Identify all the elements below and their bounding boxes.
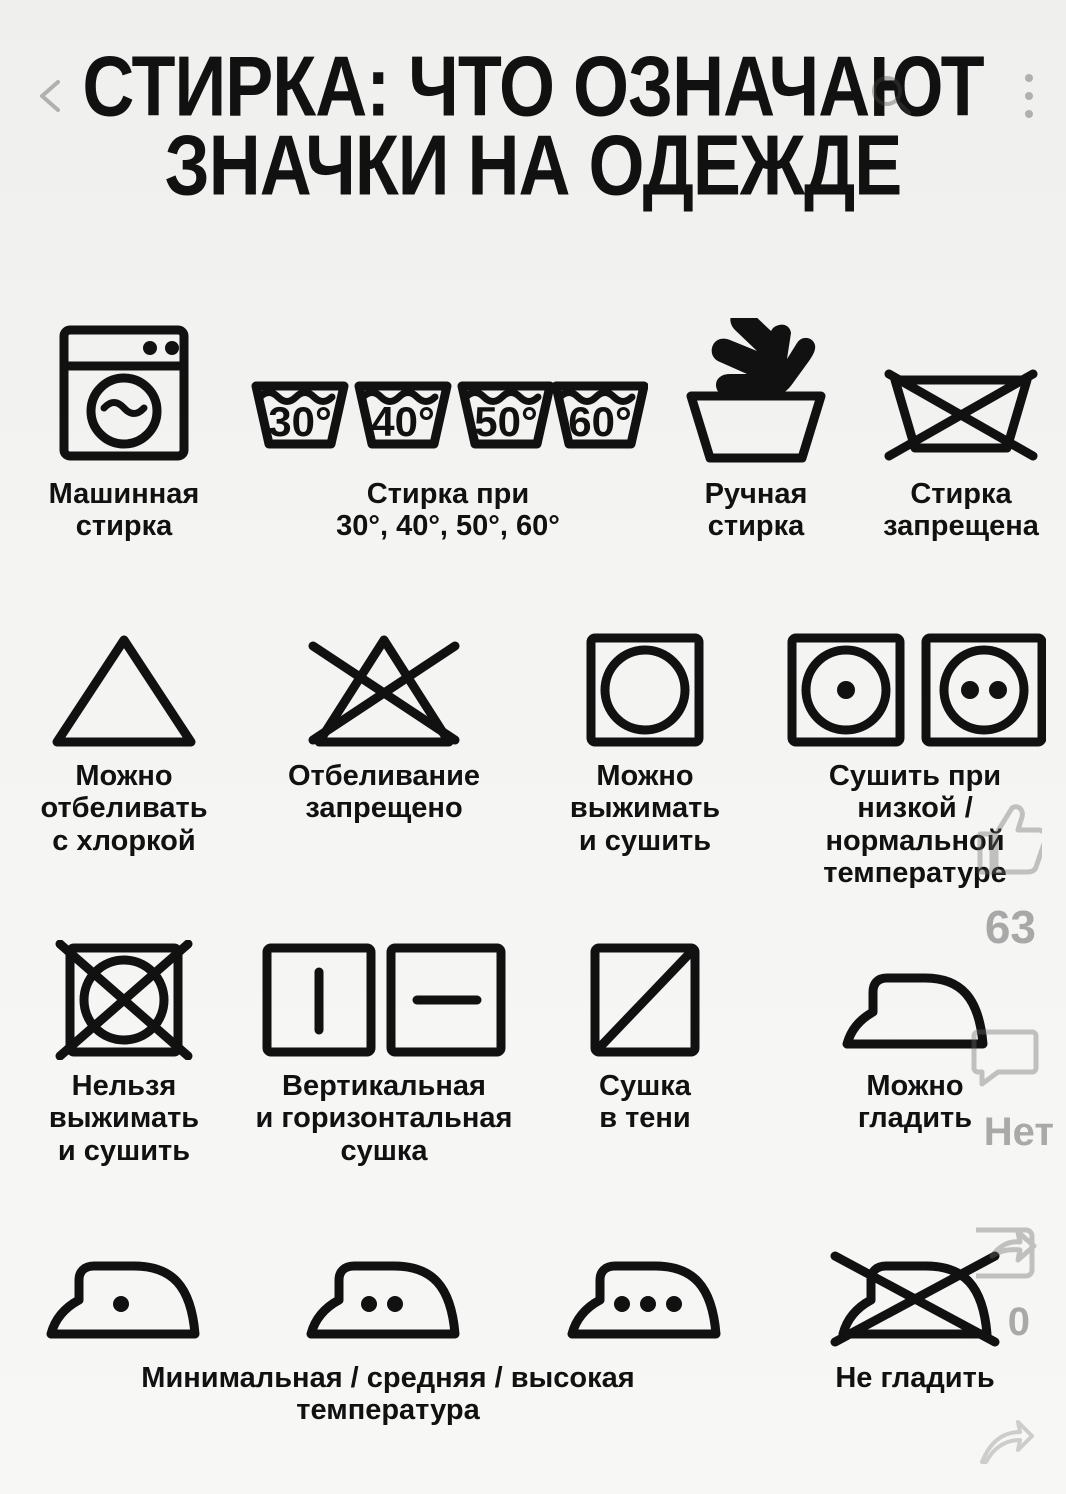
svg-text:50°: 50° [474,398,538,445]
share-icon[interactable] [970,1216,1040,1286]
like-count: 63 [984,901,1036,953]
symbol-item-line-drip-dry [248,940,520,1167]
forward-arrow-icon[interactable] [976,1418,1036,1472]
symbol-item-bleach-allowed [0,630,248,890]
share-count: 0 [1007,1300,1030,1344]
app-top-bar [0,0,1066,34]
symbol-row-1 [0,318,1066,543]
iron-two-dots-icon [291,1238,477,1348]
symbol-caption: Сушить при низкой / нормальной температуре [823,760,1007,890]
dry-in-shade-icon [587,940,703,1060]
symbol-item-do-not-wash [856,318,1066,543]
do-not-bleach-icon [299,630,469,750]
symbol-caption: Можно выжимать и сушить [569,760,721,857]
like-icon[interactable] [972,800,1042,880]
iron-temperature-caption: Минимальная / средняя / высокая температура [141,1362,635,1427]
bleach-allowed-triangle-icon [49,630,199,750]
back-arrow-icon[interactable] [28,72,76,120]
symbol-item-dry-in-shade [520,940,770,1167]
do-not-tumble-dry-icon [50,940,198,1060]
hand-wash-icon [681,318,831,468]
symbol-caption: Машинная стирка [48,478,200,543]
symbol-item-wash-temperatures [240,318,656,543]
symbol-caption: Не гладить [835,1362,995,1394]
svg-text:40°: 40° [371,398,435,445]
comment-label: Нет [983,1110,1054,1154]
symbol-caption: Можно отбеливать с хлоркой [40,760,208,857]
tumble-dry-low-normal-icon [784,630,1046,750]
svg-text:30°: 30° [268,398,332,445]
symbol-item-machine-wash [8,318,240,543]
symbol-row-3 [0,940,1066,1167]
symbol-caption: Отбеливание запрещено [287,760,481,825]
symbol-item-do-not-tumble-dry [0,940,248,1167]
symbol-caption: Нельзя выжимать и сушить [48,1070,200,1167]
symbol-item-do-not-bleach [248,630,520,890]
iron-three-dots-icon [552,1238,738,1348]
do-not-wash-icon [881,318,1041,468]
more-options-icon[interactable] [1020,70,1038,122]
symbol-caption: Сушка в тени [599,1070,691,1135]
symbol-caption: Стирка запрещена [883,478,1039,543]
symbol-caption: Можно гладить [857,1070,973,1135]
svg-text:60°: 60° [568,398,632,445]
title-line-1: СТИРКА: ЧТО ОЗНАЧАЮТ [82,39,984,135]
search-icon[interactable] [866,70,916,120]
symbol-caption: Ручная стирка [704,478,808,543]
iron-one-dot-icon [31,1238,217,1348]
line-dry-drip-dry-icon [261,940,507,1060]
symbol-row-2 [0,630,1066,890]
tumble-dry-allowed-icon [583,630,707,750]
washing-machine-icon [56,318,192,468]
symbol-item-hand-wash [656,318,856,543]
comment-icon[interactable] [970,1020,1040,1090]
title-line-2: ЗНАЧКИ НА ОДЕЖДЕ [164,118,902,214]
wash-temperature-basins-icon [248,318,648,468]
symbol-caption: Вертикальная и горизонтальная сушка [255,1070,513,1167]
symbol-item-tumble-dry-allowed [520,630,770,890]
symbol-caption: Стирка при 30°, 40°, 50°, 60° [336,478,560,543]
